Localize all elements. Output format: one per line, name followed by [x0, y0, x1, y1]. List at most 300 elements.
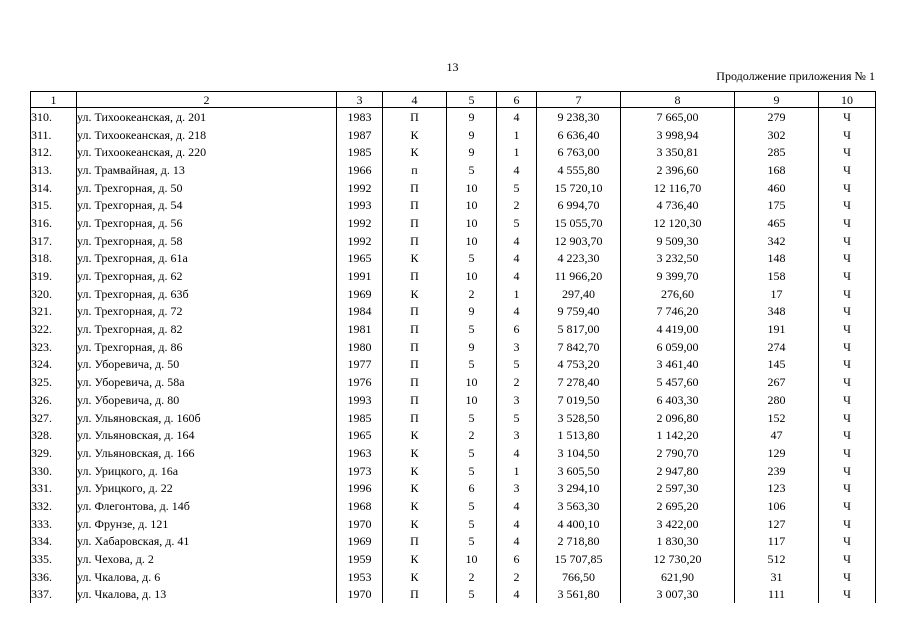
- table-row: [31, 479, 876, 497]
- floors-cell: 5: [447, 586, 497, 604]
- year-built-cell: 1969: [337, 533, 383, 551]
- category-cell: Ч: [819, 497, 876, 515]
- address-cell: ул. Ульяновская, д. 160б: [77, 409, 337, 427]
- living-area-cell: 2 396,60: [621, 161, 735, 179]
- floors-cell: 5: [447, 515, 497, 533]
- category-cell: Ч: [819, 320, 876, 338]
- row-number-cell: 332.: [31, 497, 77, 515]
- address-cell: ул. Трехгорная, д. 58: [77, 232, 337, 250]
- residents-cell: 302: [735, 126, 819, 144]
- column-header: 2: [77, 92, 337, 108]
- residents-cell: 123: [735, 479, 819, 497]
- wall-material-cell: П: [383, 373, 447, 391]
- year-built-cell: 1976: [337, 373, 383, 391]
- category-cell: Ч: [819, 143, 876, 161]
- living-area-cell: 3 461,40: [621, 356, 735, 374]
- row-number-cell: 314.: [31, 179, 77, 197]
- living-area-cell: 3 232,50: [621, 250, 735, 268]
- address-cell: ул. Трехгорная, д. 54: [77, 196, 337, 214]
- floors-cell: 5: [447, 409, 497, 427]
- living-area-cell: 1 142,20: [621, 426, 735, 444]
- entrances-cell: 1: [497, 285, 537, 303]
- table-row: [31, 303, 876, 321]
- row-number-cell: 328.: [31, 426, 77, 444]
- residents-cell: 267: [735, 373, 819, 391]
- year-built-cell: 1953: [337, 568, 383, 586]
- year-built-cell: 1992: [337, 179, 383, 197]
- residents-cell: 285: [735, 143, 819, 161]
- living-area-cell: 7 665,00: [621, 108, 735, 126]
- wall-material-cell: К: [383, 462, 447, 480]
- table-row: [31, 143, 876, 161]
- living-area-cell: 2 947,80: [621, 462, 735, 480]
- row-number-cell: 319.: [31, 267, 77, 285]
- residents-cell: 465: [735, 214, 819, 232]
- residents-cell: 274: [735, 338, 819, 356]
- address-cell: ул. Трехгорная, д. 72: [77, 303, 337, 321]
- wall-material-cell: К: [383, 250, 447, 268]
- entrances-cell: 1: [497, 143, 537, 161]
- category-cell: Ч: [819, 267, 876, 285]
- residents-cell: 168: [735, 161, 819, 179]
- address-cell: ул. Фрунзе, д. 121: [77, 515, 337, 533]
- living-area-cell: 4 736,40: [621, 196, 735, 214]
- table-row: [31, 497, 876, 515]
- residents-cell: 460: [735, 179, 819, 197]
- category-cell: Ч: [819, 426, 876, 444]
- table-row: [31, 161, 876, 179]
- address-cell: ул. Тихоокеанская, д. 220: [77, 143, 337, 161]
- row-number-cell: 334.: [31, 533, 77, 551]
- category-cell: Ч: [819, 462, 876, 480]
- row-number-cell: 335.: [31, 550, 77, 568]
- total-area-cell: 2 718,80: [537, 533, 621, 551]
- floors-cell: 5: [447, 444, 497, 462]
- wall-material-cell: п: [383, 161, 447, 179]
- row-number-cell: 333.: [31, 515, 77, 533]
- year-built-cell: 1959: [337, 550, 383, 568]
- living-area-cell: 5 457,60: [621, 373, 735, 391]
- year-built-cell: 1996: [337, 479, 383, 497]
- category-cell: Ч: [819, 568, 876, 586]
- wall-material-cell: П: [383, 196, 447, 214]
- wall-material-cell: П: [383, 586, 447, 604]
- floors-cell: 10: [447, 550, 497, 568]
- living-area-cell: 3 422,00: [621, 515, 735, 533]
- total-area-cell: 9 238,30: [537, 108, 621, 126]
- page-number: 13: [446, 60, 459, 74]
- total-area-cell: 15 707,85: [537, 550, 621, 568]
- year-built-cell: 1977: [337, 356, 383, 374]
- entrances-cell: 4: [497, 250, 537, 268]
- living-area-cell: 3 007,30: [621, 586, 735, 604]
- living-area-cell: 1 830,30: [621, 533, 735, 551]
- table-row: [31, 196, 876, 214]
- category-cell: Ч: [819, 409, 876, 427]
- table-row: [31, 391, 876, 409]
- total-area-cell: 5 817,00: [537, 320, 621, 338]
- category-cell: Ч: [819, 444, 876, 462]
- total-area-cell: 4 555,80: [537, 161, 621, 179]
- address-cell: ул. Трехгорная, д. 56: [77, 214, 337, 232]
- year-built-cell: 1966: [337, 161, 383, 179]
- floors-cell: 5: [447, 356, 497, 374]
- floors-cell: 5: [447, 161, 497, 179]
- category-cell: Ч: [819, 285, 876, 303]
- total-area-cell: 3 605,50: [537, 462, 621, 480]
- column-header: 10: [819, 92, 876, 108]
- total-area-cell: 3 563,30: [537, 497, 621, 515]
- year-built-cell: 1985: [337, 143, 383, 161]
- entrances-cell: 4: [497, 108, 537, 126]
- wall-material-cell: К: [383, 444, 447, 462]
- residents-cell: 31: [735, 568, 819, 586]
- address-cell: ул. Уборевича, д. 58а: [77, 373, 337, 391]
- total-area-cell: 4 753,20: [537, 356, 621, 374]
- wall-material-cell: П: [383, 391, 447, 409]
- entrances-cell: 3: [497, 338, 537, 356]
- row-number-cell: 315.: [31, 196, 77, 214]
- table-row: [31, 320, 876, 338]
- row-number-cell: 329.: [31, 444, 77, 462]
- table-row: [31, 373, 876, 391]
- floors-cell: 5: [447, 533, 497, 551]
- category-cell: Ч: [819, 126, 876, 144]
- wall-material-cell: П: [383, 409, 447, 427]
- wall-material-cell: П: [383, 320, 447, 338]
- living-area-cell: 2 695,20: [621, 497, 735, 515]
- entrances-cell: 4: [497, 161, 537, 179]
- residents-cell: 117: [735, 533, 819, 551]
- floors-cell: 2: [447, 426, 497, 444]
- category-cell: Ч: [819, 515, 876, 533]
- year-built-cell: 1987: [337, 126, 383, 144]
- residents-cell: 111: [735, 586, 819, 604]
- year-built-cell: 1985: [337, 409, 383, 427]
- wall-material-cell: П: [383, 356, 447, 374]
- living-area-cell: 276,60: [621, 285, 735, 303]
- floors-cell: 9: [447, 126, 497, 144]
- row-number-cell: 316.: [31, 214, 77, 232]
- row-number-cell: 313.: [31, 161, 77, 179]
- residents-cell: 17: [735, 285, 819, 303]
- table-row: [31, 250, 876, 268]
- residents-cell: 145: [735, 356, 819, 374]
- living-area-cell: 7 746,20: [621, 303, 735, 321]
- year-built-cell: 1970: [337, 586, 383, 604]
- living-area-cell: 3 998,94: [621, 126, 735, 144]
- living-area-cell: 12 730,20: [621, 550, 735, 568]
- floors-cell: 9: [447, 143, 497, 161]
- residents-cell: 152: [735, 409, 819, 427]
- housing-table: [30, 91, 876, 603]
- year-built-cell: 1992: [337, 232, 383, 250]
- total-area-cell: 12 903,70: [537, 232, 621, 250]
- category-cell: Ч: [819, 338, 876, 356]
- wall-material-cell: К: [383, 126, 447, 144]
- residents-cell: 148: [735, 250, 819, 268]
- wall-material-cell: К: [383, 143, 447, 161]
- row-number-cell: 330.: [31, 462, 77, 480]
- residents-cell: 106: [735, 497, 819, 515]
- living-area-cell: 621,90: [621, 568, 735, 586]
- total-area-cell: 766,50: [537, 568, 621, 586]
- row-number-cell: 311.: [31, 126, 77, 144]
- wall-material-cell: К: [383, 479, 447, 497]
- address-cell: ул. Трехгорная, д. 82: [77, 320, 337, 338]
- continuation-label: Продолжение приложения № 1: [716, 69, 875, 83]
- address-cell: ул. Трамвайная, д. 13: [77, 161, 337, 179]
- wall-material-cell: К: [383, 515, 447, 533]
- living-area-cell: 6 059,00: [621, 338, 735, 356]
- address-cell: ул. Трехгорная, д. 50: [77, 179, 337, 197]
- wall-material-cell: К: [383, 497, 447, 515]
- residents-cell: 175: [735, 196, 819, 214]
- entrances-cell: 5: [497, 214, 537, 232]
- residents-cell: 279: [735, 108, 819, 126]
- wall-material-cell: П: [383, 267, 447, 285]
- category-cell: Ч: [819, 479, 876, 497]
- year-built-cell: 1965: [337, 426, 383, 444]
- wall-material-cell: К: [383, 426, 447, 444]
- entrances-cell: 3: [497, 479, 537, 497]
- wall-material-cell: К: [383, 285, 447, 303]
- entrances-cell: 6: [497, 550, 537, 568]
- floors-cell: 10: [447, 232, 497, 250]
- address-cell: ул. Трехгорная, д. 86: [77, 338, 337, 356]
- floors-cell: 10: [447, 179, 497, 197]
- entrances-cell: 4: [497, 232, 537, 250]
- address-cell: ул. Ульяновская, д. 164: [77, 426, 337, 444]
- row-number-cell: 312.: [31, 143, 77, 161]
- wall-material-cell: П: [383, 232, 447, 250]
- row-number-cell: 327.: [31, 409, 77, 427]
- residents-cell: 342: [735, 232, 819, 250]
- living-area-cell: 12 120,30: [621, 214, 735, 232]
- floors-cell: 9: [447, 303, 497, 321]
- living-area-cell: 9 509,30: [621, 232, 735, 250]
- wall-material-cell: П: [383, 303, 447, 321]
- column-header: 9: [735, 92, 819, 108]
- year-built-cell: 1993: [337, 196, 383, 214]
- entrances-cell: 3: [497, 426, 537, 444]
- row-number-cell: 325.: [31, 373, 77, 391]
- total-area-cell: 7 019,50: [537, 391, 621, 409]
- table-row: [31, 444, 876, 462]
- category-cell: Ч: [819, 179, 876, 197]
- wall-material-cell: К: [383, 550, 447, 568]
- entrances-cell: 1: [497, 462, 537, 480]
- wall-material-cell: П: [383, 338, 447, 356]
- living-area-cell: 6 403,30: [621, 391, 735, 409]
- total-area-cell: 3 294,10: [537, 479, 621, 497]
- column-number-row: [31, 92, 876, 108]
- total-area-cell: 3 528,50: [537, 409, 621, 427]
- row-number-cell: 310.: [31, 108, 77, 126]
- total-area-cell: 297,40: [537, 285, 621, 303]
- year-built-cell: 1970: [337, 515, 383, 533]
- address-cell: ул. Урицкого, д. 16а: [77, 462, 337, 480]
- address-cell: ул. Чкалова, д. 6: [77, 568, 337, 586]
- column-header: 5: [447, 92, 497, 108]
- table-body: [31, 108, 876, 604]
- entrances-cell: 3: [497, 391, 537, 409]
- table-row: [31, 267, 876, 285]
- table-row: [31, 338, 876, 356]
- total-area-cell: 3 561,80: [537, 586, 621, 604]
- table-row: [31, 550, 876, 568]
- address-cell: ул. Флегонтова, д. 14б: [77, 497, 337, 515]
- category-cell: Ч: [819, 161, 876, 179]
- address-cell: ул. Трехгорная, д. 61а: [77, 250, 337, 268]
- floors-cell: 2: [447, 568, 497, 586]
- category-cell: Ч: [819, 391, 876, 409]
- year-built-cell: 1993: [337, 391, 383, 409]
- entrances-cell: 4: [497, 303, 537, 321]
- table-row: [31, 356, 876, 374]
- table-row: [31, 515, 876, 533]
- row-number-cell: 323.: [31, 338, 77, 356]
- year-built-cell: 1973: [337, 462, 383, 480]
- category-cell: Ч: [819, 373, 876, 391]
- row-number-cell: 322.: [31, 320, 77, 338]
- floors-cell: 10: [447, 373, 497, 391]
- row-number-cell: 318.: [31, 250, 77, 268]
- entrances-cell: 5: [497, 409, 537, 427]
- residents-cell: 348: [735, 303, 819, 321]
- entrances-cell: 1: [497, 126, 537, 144]
- row-number-cell: 320.: [31, 285, 77, 303]
- row-number-cell: 337.: [31, 586, 77, 604]
- residents-cell: 129: [735, 444, 819, 462]
- address-cell: ул. Тихоокеанская, д. 201: [77, 108, 337, 126]
- column-header: 6: [497, 92, 537, 108]
- row-number-cell: 331.: [31, 479, 77, 497]
- table-row: [31, 108, 876, 126]
- wall-material-cell: П: [383, 108, 447, 126]
- table-row: [31, 586, 876, 604]
- total-area-cell: 4 223,30: [537, 250, 621, 268]
- living-area-cell: 2 597,30: [621, 479, 735, 497]
- address-cell: ул. Тихоокеанская, д. 218: [77, 126, 337, 144]
- year-built-cell: 1963: [337, 444, 383, 462]
- floors-cell: 9: [447, 108, 497, 126]
- total-area-cell: 7 842,70: [537, 338, 621, 356]
- address-cell: ул. Хабаровская, д. 41: [77, 533, 337, 551]
- row-number-cell: 326.: [31, 391, 77, 409]
- category-cell: Ч: [819, 586, 876, 604]
- living-area-cell: 2 096,80: [621, 409, 735, 427]
- address-cell: ул. Чкалова, д. 13: [77, 586, 337, 604]
- residents-cell: 239: [735, 462, 819, 480]
- year-built-cell: 1992: [337, 214, 383, 232]
- category-cell: Ч: [819, 214, 876, 232]
- entrances-cell: 5: [497, 356, 537, 374]
- entrances-cell: 2: [497, 196, 537, 214]
- living-area-cell: 9 399,70: [621, 267, 735, 285]
- residents-cell: 158: [735, 267, 819, 285]
- living-area-cell: 4 419,00: [621, 320, 735, 338]
- floors-cell: 6: [447, 479, 497, 497]
- total-area-cell: 15 055,70: [537, 214, 621, 232]
- category-cell: Ч: [819, 303, 876, 321]
- category-cell: Ч: [819, 232, 876, 250]
- address-cell: ул. Урицкого, д. 22: [77, 479, 337, 497]
- row-number-cell: 317.: [31, 232, 77, 250]
- residents-cell: 127: [735, 515, 819, 533]
- floors-cell: 5: [447, 462, 497, 480]
- entrances-cell: 4: [497, 515, 537, 533]
- category-cell: Ч: [819, 356, 876, 374]
- entrances-cell: 5: [497, 179, 537, 197]
- wall-material-cell: П: [383, 533, 447, 551]
- year-built-cell: 1984: [337, 303, 383, 321]
- total-area-cell: 6 994,70: [537, 196, 621, 214]
- residents-cell: 280: [735, 391, 819, 409]
- entrances-cell: 4: [497, 497, 537, 515]
- year-built-cell: 1980: [337, 338, 383, 356]
- year-built-cell: 1983: [337, 108, 383, 126]
- category-cell: Ч: [819, 550, 876, 568]
- table-row: [31, 126, 876, 144]
- floors-cell: 5: [447, 250, 497, 268]
- residents-cell: 512: [735, 550, 819, 568]
- total-area-cell: 7 278,40: [537, 373, 621, 391]
- entrances-cell: 2: [497, 373, 537, 391]
- entrances-cell: 6: [497, 320, 537, 338]
- address-cell: ул. Уборевича, д. 80: [77, 391, 337, 409]
- total-area-cell: 6 636,40: [537, 126, 621, 144]
- year-built-cell: 1968: [337, 497, 383, 515]
- table-row: [31, 426, 876, 444]
- table-row: [31, 214, 876, 232]
- wall-material-cell: П: [383, 179, 447, 197]
- total-area-cell: 3 104,50: [537, 444, 621, 462]
- table-row: [31, 285, 876, 303]
- category-cell: Ч: [819, 108, 876, 126]
- column-header: 3: [337, 92, 383, 108]
- total-area-cell: 11 966,20: [537, 267, 621, 285]
- category-cell: Ч: [819, 196, 876, 214]
- column-header: 8: [621, 92, 735, 108]
- table-row: [31, 462, 876, 480]
- living-area-cell: 12 116,70: [621, 179, 735, 197]
- total-area-cell: 1 513,80: [537, 426, 621, 444]
- wall-material-cell: К: [383, 568, 447, 586]
- floors-cell: 2: [447, 285, 497, 303]
- living-area-cell: 3 350,81: [621, 143, 735, 161]
- wall-material-cell: П: [383, 214, 447, 232]
- floors-cell: 5: [447, 320, 497, 338]
- address-cell: ул. Чехова, д. 2: [77, 550, 337, 568]
- floors-cell: 5: [447, 497, 497, 515]
- entrances-cell: 4: [497, 586, 537, 604]
- total-area-cell: 15 720,10: [537, 179, 621, 197]
- column-header: 7: [537, 92, 621, 108]
- row-number-cell: 336.: [31, 568, 77, 586]
- column-header: 4: [383, 92, 447, 108]
- row-number-cell: 324.: [31, 356, 77, 374]
- address-cell: ул. Трехгорная, д. 62: [77, 267, 337, 285]
- table-row: [31, 533, 876, 551]
- column-header: 1: [31, 92, 77, 108]
- entrances-cell: 2: [497, 568, 537, 586]
- address-cell: ул. Трехгорная, д. 63б: [77, 285, 337, 303]
- floors-cell: 10: [447, 391, 497, 409]
- year-built-cell: 1991: [337, 267, 383, 285]
- residents-cell: 47: [735, 426, 819, 444]
- address-cell: ул. Уборевича, д. 50: [77, 356, 337, 374]
